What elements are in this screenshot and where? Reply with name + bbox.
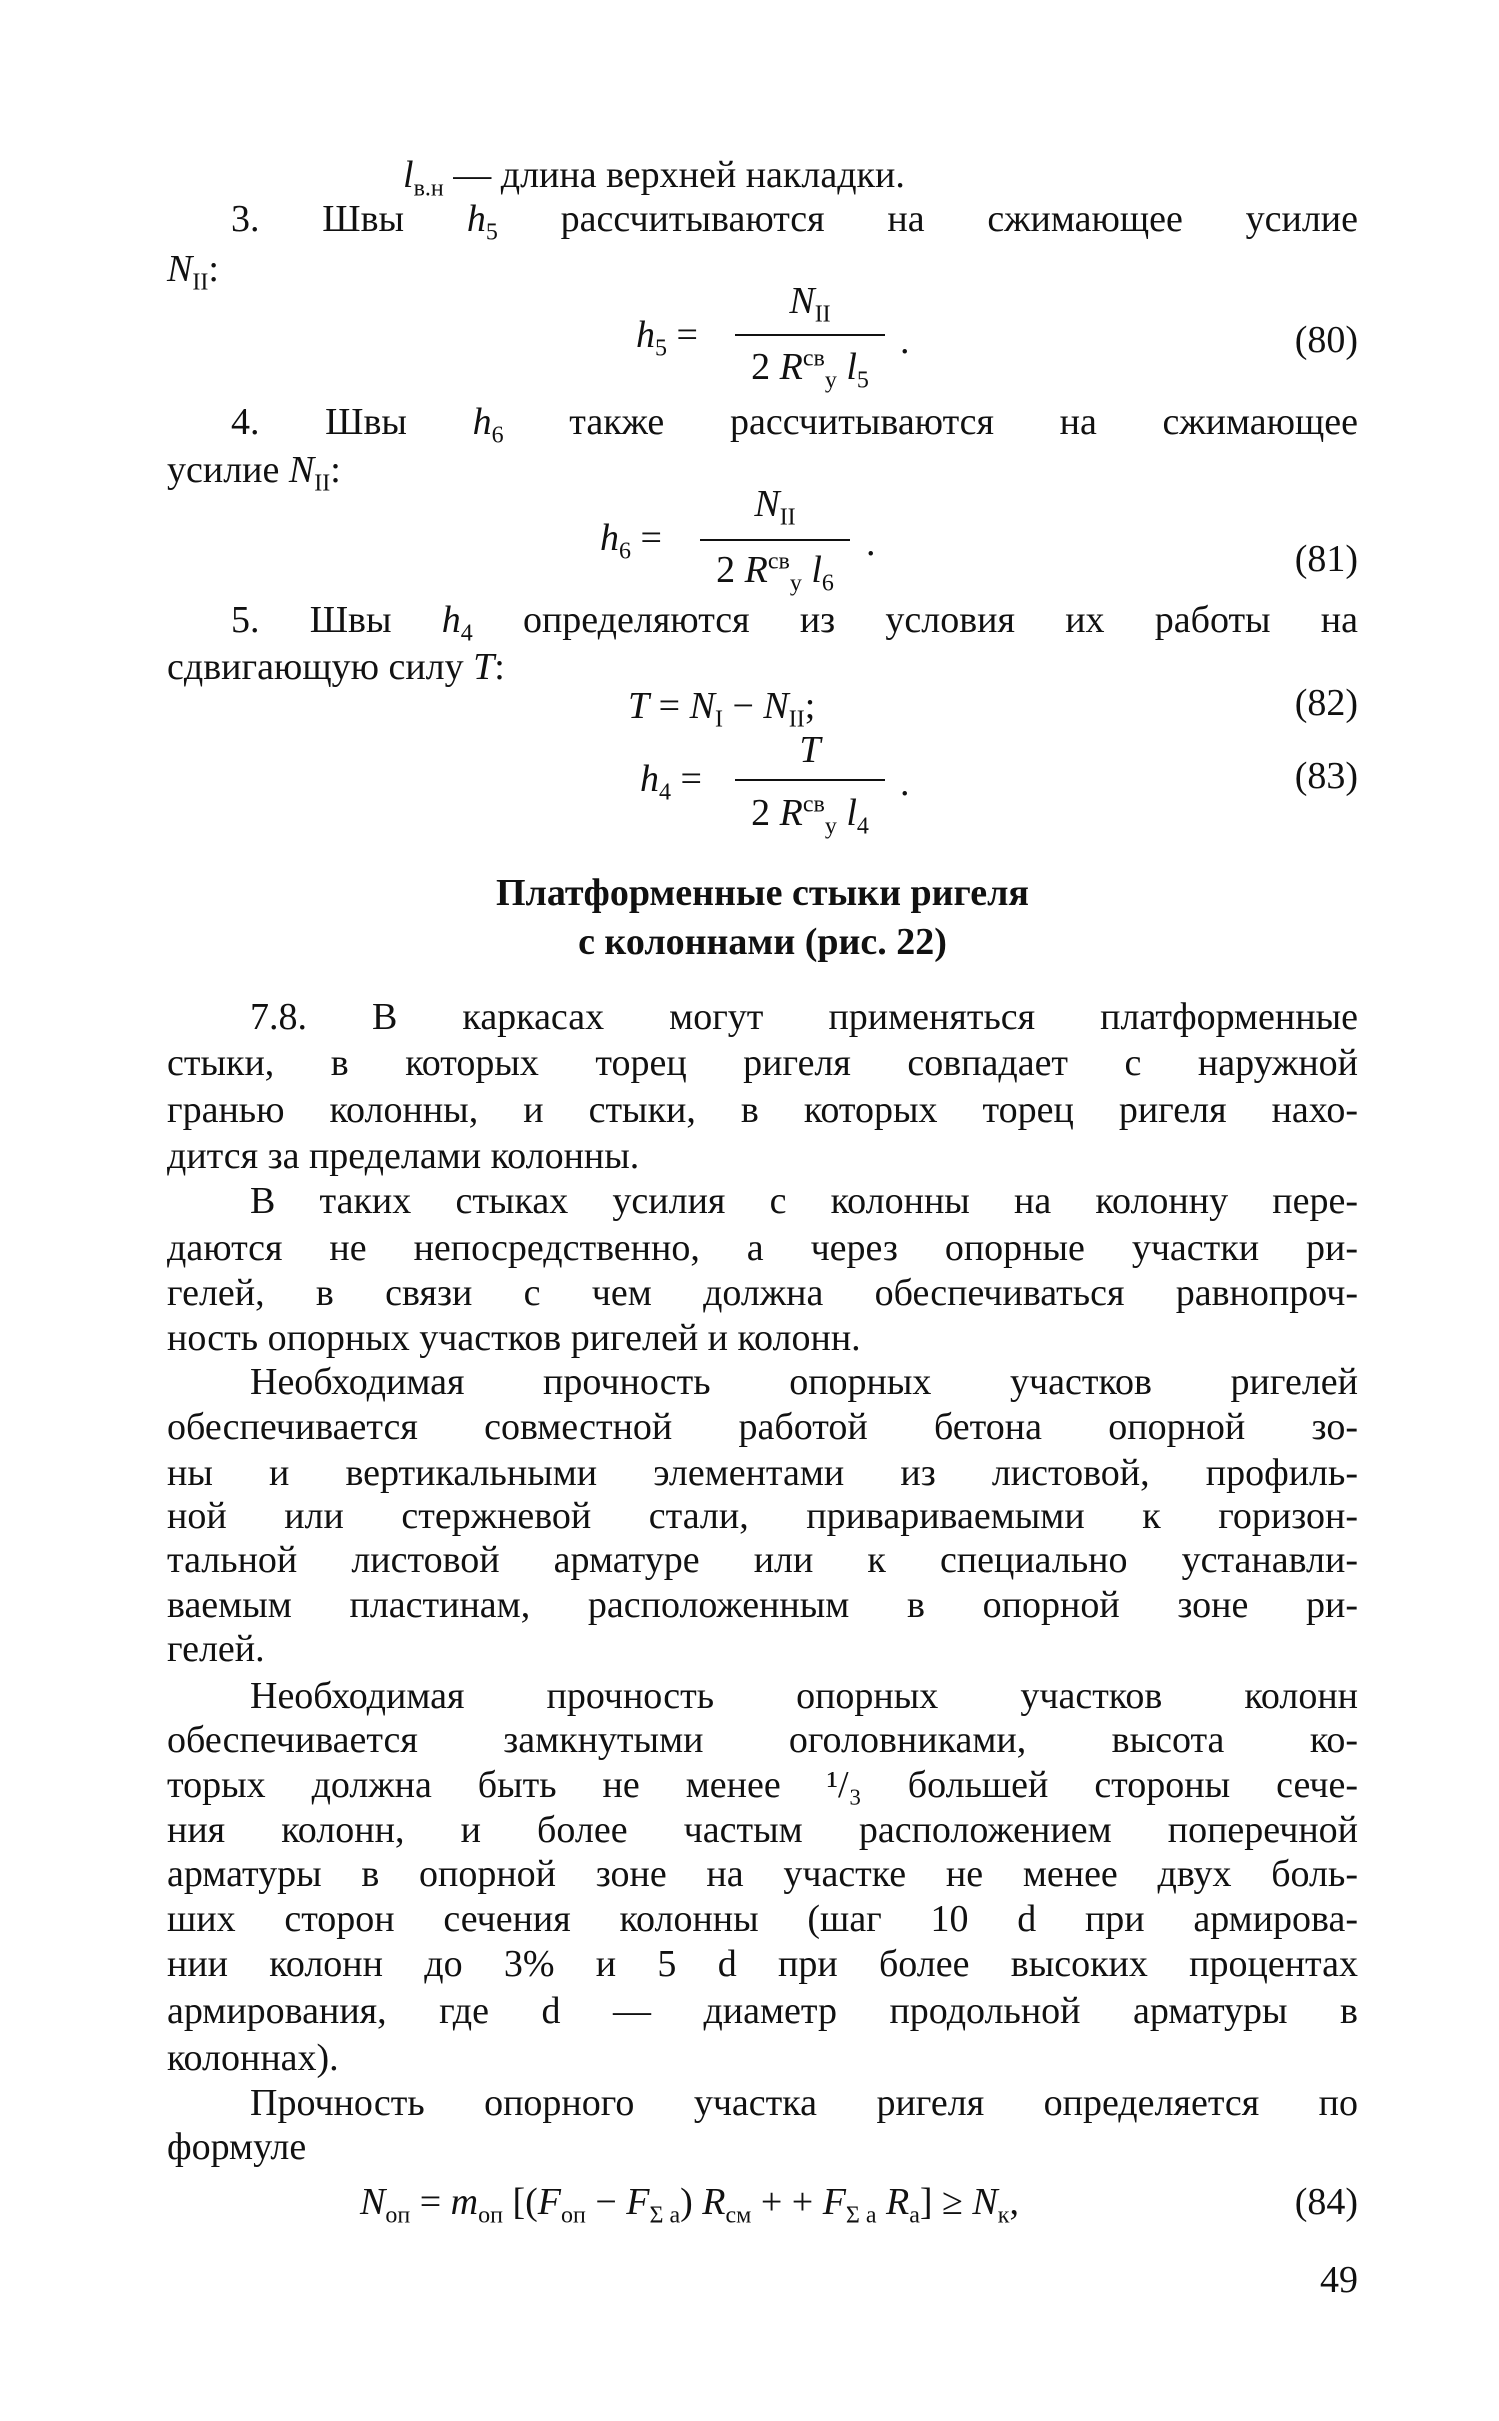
text-line: арматуры в опорной зоне на участке не менее двух боль- [167, 1853, 1358, 1895]
period: . [900, 320, 910, 362]
text: сдвигающую силу [167, 646, 474, 688]
text-line: обеспечивается замкнутыми оголовниками, высота ко- [167, 1719, 1358, 1761]
minus: − [722, 685, 764, 727]
text: рассчитываются на сжимающее усилие [497, 198, 1358, 240]
symbol: m [450, 2181, 479, 2223]
text: также рассчитываются на сжимающее [503, 401, 1358, 443]
item-5-line [231, 597, 1359, 647]
symbol: h [466, 198, 486, 240]
text: ; [804, 685, 816, 727]
subscript: II [192, 269, 209, 296]
text: усилие [167, 449, 289, 491]
text-line: стыки, в которых торец ригеля совпадает с наружной [167, 1042, 1358, 1084]
text-line: Необходимая прочность опорных участков ригелей [250, 1361, 1358, 1403]
symbol: F [822, 2181, 846, 2223]
subscript: 6 [491, 422, 504, 449]
equals: = [649, 685, 690, 727]
text-line: колоннах). [167, 2037, 339, 2079]
subscript: 5 [655, 335, 667, 362]
text-line: дится за пределами колонны. [167, 1135, 640, 1177]
equation-number: (82) [1294, 682, 1358, 724]
subscript: II [314, 470, 331, 497]
symbol: T [628, 685, 650, 727]
plus: + + [751, 2181, 823, 2223]
text: 2 [751, 792, 780, 834]
text-line: Необходимая прочность опорных участков колонн [250, 1675, 1358, 1717]
symbol: h [640, 758, 659, 800]
subscript: оп [478, 2202, 503, 2229]
fraction-bar [735, 334, 885, 336]
text: , [1009, 2181, 1019, 2223]
text-line: тальной листовой арматуре или к специально устанавли- [167, 1539, 1358, 1581]
subscript: 4 [659, 779, 671, 806]
period: . [866, 522, 876, 564]
text-line: армирования, где d — диаметр продольной арматуры в [167, 1990, 1358, 2032]
subscript: у [824, 367, 837, 394]
subscript: у [789, 570, 802, 597]
text-line: обеспечивается совместной работой бетона опорной зо- [167, 1406, 1358, 1448]
equals: = [631, 517, 662, 559]
text-line: торых должна быть не менее ¹/₃ большей стороны сече- [167, 1764, 1358, 1806]
text: 5. Швы [231, 599, 442, 641]
fraction-bar [735, 779, 885, 781]
subscript: II [779, 504, 796, 531]
subscript: II [788, 706, 805, 733]
text-line: Прочность опорного участка ригеля определяется по [250, 2082, 1358, 2124]
equation-number: (81) [1294, 538, 1358, 580]
subscript: 4 [856, 813, 869, 840]
symbol: F [537, 2181, 561, 2223]
superscript: св [767, 548, 790, 575]
symbol: l [836, 792, 857, 834]
section-heading-line-2: с колоннами (рис. 22) [578, 921, 947, 963]
numerator: N [754, 483, 780, 525]
fraction-bar [700, 539, 850, 541]
text: ] ≥ [919, 2181, 973, 2223]
symbol: N [689, 685, 715, 727]
text: ) [680, 2181, 703, 2223]
text-line: ность опорных участков ригелей и колонн. [167, 1317, 861, 1359]
text: [( [502, 2181, 538, 2223]
symbol: l [403, 154, 414, 196]
page-number: 49 [1320, 2259, 1358, 2301]
definition-text: — длина верхней накладки. [443, 154, 905, 196]
subscript: 5 [485, 219, 498, 246]
text: 3. Швы [231, 198, 467, 240]
equation-number: (80) [1294, 319, 1358, 361]
text-line: нии колонн до 3% и 5 d при более высоких процентах [167, 1943, 1358, 1985]
definition-line [403, 152, 905, 202]
symbol: R [702, 2181, 726, 2223]
subscript: 4 [460, 620, 473, 647]
text-line: ной или стержневой стали, привариваемыми к горизон- [167, 1495, 1358, 1537]
subscript: 5 [856, 367, 869, 394]
text: : [494, 646, 505, 688]
equation-number: (83) [1294, 755, 1358, 797]
section-heading-line-1: Платформенные стыки ригеля [495, 872, 1029, 914]
subscript: 6 [619, 538, 631, 565]
symbol: N [167, 248, 193, 290]
subscript: a [909, 2202, 920, 2229]
text: : [208, 248, 219, 290]
subscript: у [824, 813, 837, 840]
text-line: В таких стыках усилия с колонны на колонну пере- [250, 1180, 1358, 1222]
subscript: к [997, 2202, 1010, 2229]
text: определяются из условия их работы на [472, 599, 1359, 641]
symbol: R [779, 792, 803, 834]
symbol: R [876, 2181, 910, 2223]
text-line: ших сторон сечения колонны (шаг 10 d при армирова- [167, 1898, 1358, 1940]
superscript: св [802, 791, 825, 818]
symbol: R [779, 346, 803, 388]
symbol: h [472, 401, 492, 443]
text: 4. Швы [231, 401, 473, 443]
text: 2 [751, 346, 780, 388]
text-line: ны и вертикальными элементами из листовой, профиль- [167, 1452, 1358, 1494]
subscript: оп [560, 2202, 586, 2229]
symbol: h [441, 599, 461, 641]
symbol: F [626, 2181, 650, 2223]
symbol: h [600, 517, 619, 559]
text-line: гелей. [167, 1628, 265, 1670]
numerator: T [799, 729, 821, 771]
subscript: см [725, 2202, 752, 2229]
minus: − [585, 2181, 627, 2223]
text: : [330, 449, 341, 491]
equals: = [671, 758, 702, 800]
symbol: N [288, 449, 315, 491]
symbol: l [836, 346, 857, 388]
equals: = [410, 2181, 451, 2223]
period: . [900, 762, 910, 804]
symbol: R [744, 549, 768, 591]
text: 2 [716, 549, 745, 591]
symbol: N [763, 685, 789, 727]
symbol: T [473, 646, 495, 688]
subscript: 6 [821, 570, 834, 597]
symbol: l [801, 549, 822, 591]
equals: = [667, 314, 698, 356]
symbol: N [360, 2181, 386, 2223]
text-line: гелей, в связи с чем должна обеспечиваться равнопроч- [167, 1272, 1358, 1314]
subscript: I [714, 706, 723, 733]
subscript: в.н [413, 175, 444, 202]
subscript: Σ a [845, 2202, 877, 2229]
subscript: II [814, 301, 831, 328]
text-line: формуле [167, 2126, 307, 2168]
text-line: ваемым пластинам, расположенным в опорной зоне ри- [167, 1584, 1358, 1626]
equation-number: (84) [1294, 2181, 1358, 2223]
symbol: h [636, 314, 655, 356]
text-line: гранью колонны, и стыки, в которых торец ригеля нахо- [167, 1089, 1358, 1131]
item-3-line [231, 196, 1358, 246]
text-line: ния колонн, и более частым расположением поперечной [167, 1809, 1358, 1851]
item-4-line [231, 399, 1358, 449]
text-line: 7.8. В каркасах могут применяться платформенные [250, 996, 1358, 1038]
subscript: Σ a [649, 2202, 681, 2229]
symbol: N [972, 2181, 998, 2223]
superscript: св [802, 345, 825, 372]
text-line: даются не непосредственно, а через опорные участки ри- [167, 1227, 1358, 1269]
numerator: N [789, 280, 815, 322]
subscript: оп [385, 2202, 411, 2229]
